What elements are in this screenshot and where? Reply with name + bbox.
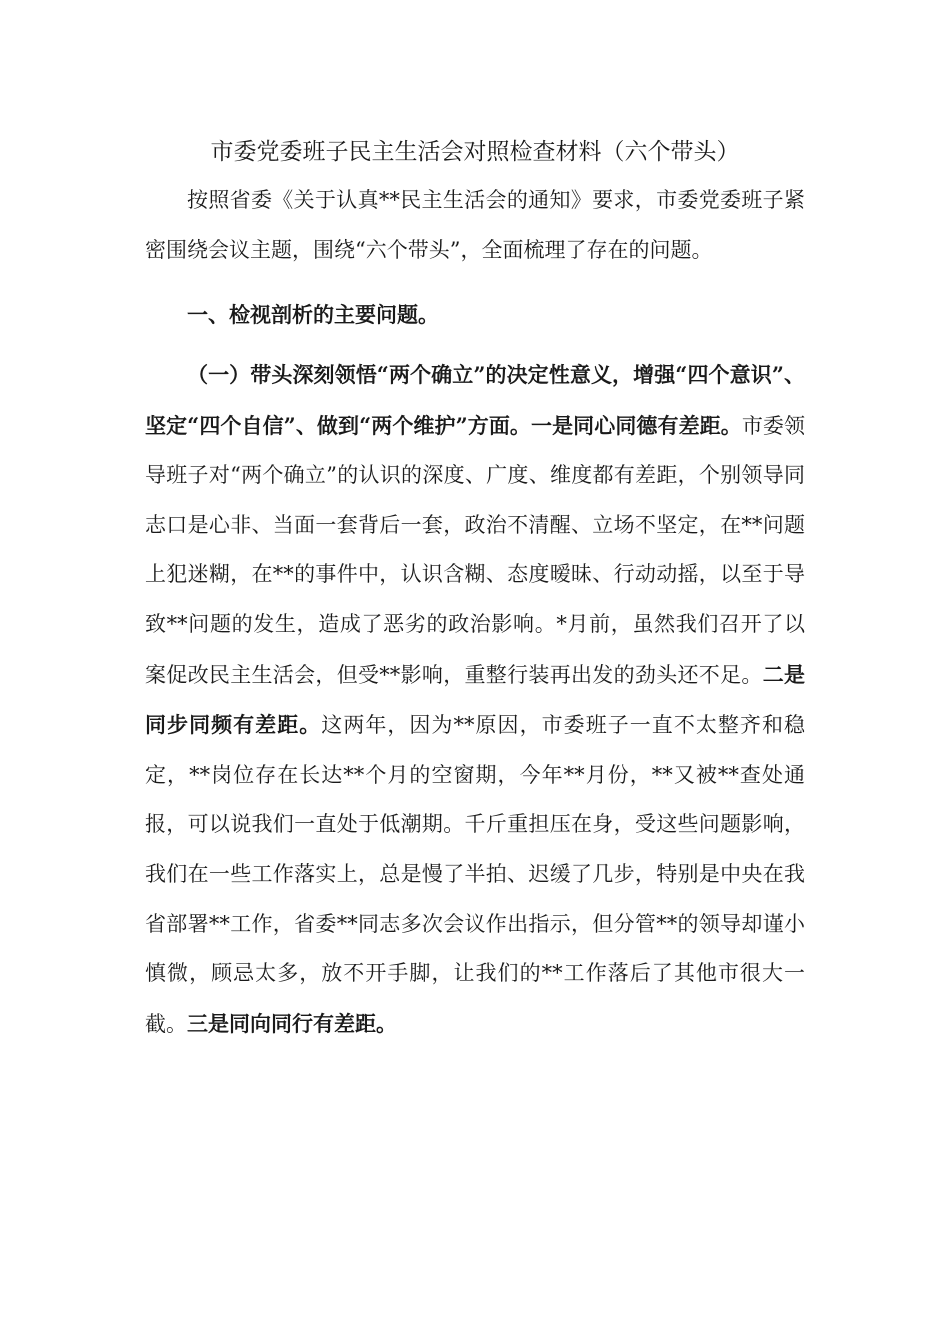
paragraph-bold-lead: （一）带头深刻领悟“两个确立”的决定性意义，增强“四个意识”、坚定“四个自信”、做到“两个维护”方面。一是同心同德有差距。 (145, 362, 805, 438)
paragraph-text: 市委领导班子对“两个确立”的认识的深度、广度、维度都有差距，个别领导同志口是心非、当面一套背后一套，政治不清醒、立场不坚定，在**问题上犯迷糊，在**的事件中，认识含糊、态度暧昧、行动动摇，以至于导致**问题的发生，造成了恶劣的政治影响。*月前，虽然我们召开了以案促改民主生活会，但受**影响，重整行装再出发的劲头还不足。 (145, 413, 805, 687)
paragraph-text: 这两年，因为**原因，市委班子一直不太整齐和稳定，**岗位存在长达**个月的空窗期，今年**月份，**又被**查处通报，可以说我们一直处于低潮期。千斤重担压在身，受这些问题影响，我们在一些工作落实上，总是慢了半拍、迟缓了几步，特别是中央在我省部署**工作，省委**同志多次会议作出指示，但分管**的领导却谨小慎微，顾忌太多，放不开手脚，让我们的**工作落后了其他市很大一截。 (145, 713, 806, 1036)
section-heading: 一、检视剖析的主要问题。 (187, 302, 439, 327)
document-title: 市委党委班子民主生活会对照检查材料（六个带头） (210, 139, 740, 165)
body-paragraph (145, 350, 805, 1049)
intro-paragraph: 按照省委《关于认真**民主生活会的通知》要求，市委党委班子紧密围绕会议主题，围绕“六个带头”，全面梳理了存在的问题。 (145, 188, 805, 262)
paragraph-bold-point: 三是同向同行有差距。 (187, 1010, 397, 1036)
paragraph-bold-point: 二是同步同频有差距。 (145, 661, 806, 738)
